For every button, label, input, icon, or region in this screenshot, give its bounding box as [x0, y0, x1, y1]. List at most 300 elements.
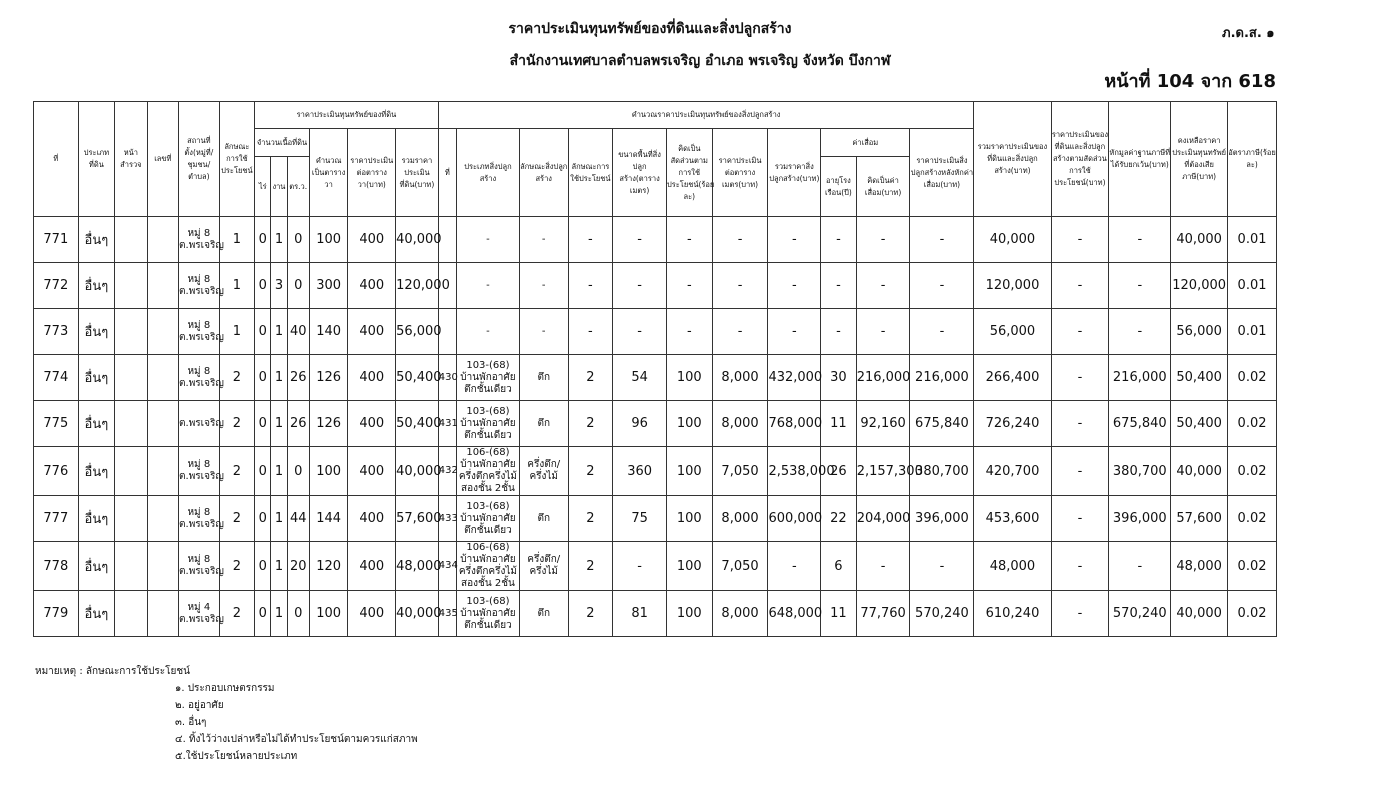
cell-land-total: 40,000	[396, 447, 439, 496]
col-survey-page: หน้าสำรวจ	[115, 102, 147, 217]
cell-ratio-price: -	[1051, 542, 1109, 591]
cell-price-per-sqwa: 400	[348, 542, 396, 591]
cell-grand-total: 420,700	[974, 447, 1051, 496]
cell-taxable: 50,400	[1171, 401, 1228, 447]
cell-deduction: 675,840	[1109, 401, 1171, 447]
col-location: สถานที่ตั้ง(หมู่ที่/ชุมชน/ตำบล)	[179, 102, 220, 217]
cell-price-per-sqwa: 400	[348, 263, 396, 309]
cell-grand-total: 266,400	[974, 355, 1051, 401]
cell-building-dep: 2,157,300	[856, 447, 910, 496]
cell-sqwa: 0	[287, 263, 309, 309]
col-taxable: คงเหลือราคาประเมินทุนทรัพย์ที่ต้องเสียภาษี(บาท)	[1171, 102, 1228, 217]
cell-number	[147, 401, 178, 447]
cell-number	[147, 496, 178, 542]
cell-building-nature: ครึ่งตึก/ครึ่งไม้	[519, 542, 568, 591]
cell-building-age: 11	[821, 401, 857, 447]
cell-sqwa: 44	[287, 496, 309, 542]
cell-building-dep: -	[856, 542, 910, 591]
col-ngan: งาน	[271, 157, 287, 217]
cell-rate: 0.02	[1228, 447, 1277, 496]
cell-ratio-price: -	[1051, 447, 1109, 496]
cell-taxable: 120,000	[1171, 263, 1228, 309]
cell-building-use: -	[568, 263, 613, 309]
cell-building-nature: ตึก	[519, 496, 568, 542]
cell-location: หมู่ 8 ต.พรเจริญ	[179, 496, 220, 542]
cell-ngan: 1	[271, 496, 287, 542]
cell-building-pct: 100	[666, 447, 712, 496]
cell-price-per-sqwa: 400	[348, 217, 396, 263]
cell-ratio-price: -	[1051, 217, 1109, 263]
cell-no: 771	[34, 217, 79, 263]
cell-rate: 0.01	[1228, 309, 1277, 355]
col-building-pct: คิดเป็นสัดส่วนตามการใช้ประโยชน์(ร้อยละ)	[666, 129, 712, 217]
cell-rate: 0.02	[1228, 401, 1277, 447]
cell-building-after-dep: 380,700	[910, 447, 974, 496]
group-building-appraisal: คำนวณราคาประเมินทุนทรัพย์ของสิ่งปลูกสร้าง	[438, 102, 974, 129]
col-building-size: ขนาดพื้นที่สิ่งปลูกสร้าง(ตารางเมตร)	[613, 129, 667, 217]
cell-price-per-sqwa: 400	[348, 496, 396, 542]
cell-calc: 126	[309, 401, 348, 447]
cell-building-age: -	[821, 217, 857, 263]
cell-rate: 0.02	[1228, 591, 1277, 637]
cell-building-after-dep: -	[910, 542, 974, 591]
cell-building-dep: 216,000	[856, 355, 910, 401]
cell-survey-page	[115, 496, 147, 542]
cell-building-type: 106-(68) บ้านพักอาศัยครึ่งตึกครึ่งไม้สองชั้น 2ชั้น	[457, 542, 520, 591]
cell-survey-page	[115, 355, 147, 401]
cell-ngan: 1	[271, 355, 287, 401]
cell-building-price: -	[712, 263, 768, 309]
cell-building-pct: 100	[666, 355, 712, 401]
cell-rai: 0	[255, 355, 271, 401]
cell-building-no: 431	[438, 401, 456, 447]
cell-deduction: -	[1109, 217, 1171, 263]
cell-building-age: 26	[821, 447, 857, 496]
cell-land-total: 120,000	[396, 263, 439, 309]
cell-building-price: 8,000	[712, 591, 768, 637]
cell-building-size: -	[613, 309, 667, 355]
page-title: ราคาประเมินทุนทรัพย์ของที่ดินและสิ่งปลูกสร้าง	[508, 21, 792, 37]
cell-taxable: 40,000	[1171, 447, 1228, 496]
cell-building-nature: ครึ่งตึก/ครึ่งไม้	[519, 447, 568, 496]
cell-building-after-dep: -	[910, 217, 974, 263]
cell-land-total: 50,400	[396, 355, 439, 401]
cell-building-pct: -	[666, 263, 712, 309]
cell-use: 1	[219, 263, 255, 309]
cell-no: 774	[34, 355, 79, 401]
cell-building-total: 648,000	[768, 591, 821, 637]
cell-building-pct: 100	[666, 591, 712, 637]
col-building-dep: คิดเป็นค่าเสื่อม(บาท)	[856, 157, 910, 217]
col-rai: ไร่	[255, 157, 271, 217]
cell-building-dep: -	[856, 309, 910, 355]
cell-building-dep: -	[856, 217, 910, 263]
cell-grand-total: 453,600	[974, 496, 1051, 542]
cell-deduction: 396,000	[1109, 496, 1171, 542]
cell-building-pct: 100	[666, 542, 712, 591]
cell-no: 777	[34, 496, 79, 542]
cell-building-nature: ตึก	[519, 401, 568, 447]
cell-rate: 0.02	[1228, 496, 1277, 542]
cell-building-no: 434	[438, 542, 456, 591]
table-row	[34, 401, 1277, 447]
cell-calc: 126	[309, 355, 348, 401]
cell-use: 1	[219, 217, 255, 263]
cell-land-type: อื่นๆ	[78, 542, 115, 591]
cell-building-use: 2	[568, 401, 613, 447]
cell-no: 772	[34, 263, 79, 309]
cell-grand-total: 40,000	[974, 217, 1051, 263]
cell-survey-page	[115, 217, 147, 263]
cell-land-total: 56,000	[396, 309, 439, 355]
cell-land-total: 40,000	[396, 591, 439, 637]
col-price-per-sqwa: ราคาประเมินต่อตารางวา(บาท)	[348, 129, 396, 217]
appraisal-table	[33, 101, 1277, 637]
cell-land-type: อื่นๆ	[78, 496, 115, 542]
cell-building-price: 7,050	[712, 542, 768, 591]
table-row	[34, 217, 1277, 263]
cell-building-after-dep: 396,000	[910, 496, 974, 542]
cell-ngan: 1	[271, 447, 287, 496]
cell-price-per-sqwa: 400	[348, 401, 396, 447]
col-land-total: รวมราคาประเมินที่ดิน(บาท)	[396, 129, 439, 217]
cell-location: หมู่ 8 ต.พรเจริญ	[179, 542, 220, 591]
cell-survey-page	[115, 591, 147, 637]
cell-survey-page	[115, 447, 147, 496]
cell-deduction: -	[1109, 309, 1171, 355]
cell-building-no: 433	[438, 496, 456, 542]
cell-ratio-price: -	[1051, 263, 1109, 309]
cell-building-use: -	[568, 309, 613, 355]
cell-no: 778	[34, 542, 79, 591]
cell-number	[147, 309, 178, 355]
col-no: ที่	[34, 102, 79, 217]
cell-building-size: -	[613, 263, 667, 309]
cell-sqwa: 0	[287, 217, 309, 263]
cell-survey-page	[115, 542, 147, 591]
col-ratio-price: ราคาประเมินของที่ดินและสิ่งปลูกสร้างตามสัดส่วนการใช้ประโยชน์(บาท)	[1051, 102, 1109, 217]
col-building-age: อายุโรงเรือน(ปี)	[821, 157, 857, 217]
cell-land-type: อื่นๆ	[78, 447, 115, 496]
cell-calc: 120	[309, 542, 348, 591]
cell-ngan: 1	[271, 309, 287, 355]
cell-ngan: 1	[271, 401, 287, 447]
col-building-no: ที่	[438, 129, 456, 217]
cell-calc: 100	[309, 447, 348, 496]
cell-land-type: อื่นๆ	[78, 309, 115, 355]
cell-no: 776	[34, 447, 79, 496]
cell-building-age: -	[821, 309, 857, 355]
cell-building-total: 2,538,000	[768, 447, 821, 496]
cell-calc: 100	[309, 591, 348, 637]
col-land-type: ประเภทที่ดิน	[78, 102, 115, 217]
cell-rate: 0.02	[1228, 355, 1277, 401]
cell-land-type: อื่นๆ	[78, 401, 115, 447]
cell-building-use: 2	[568, 496, 613, 542]
cell-building-use: -	[568, 217, 613, 263]
cell-price-per-sqwa: 400	[348, 447, 396, 496]
cell-building-total: -	[768, 263, 821, 309]
cell-building-age: 6	[821, 542, 857, 591]
cell-calc: 140	[309, 309, 348, 355]
cell-location: หมู่ 8 ต.พรเจริญ	[179, 309, 220, 355]
note-item: ๕.ใช้ประโยชน์หลายประเภท	[175, 751, 298, 762]
cell-building-type: 103-(68) บ้านพักอาศัยตึกชั้นเดียว	[457, 355, 520, 401]
cell-location: หมู่ 4 ต.พรเจริญ	[179, 591, 220, 637]
cell-building-size: 360	[613, 447, 667, 496]
cell-location: หมู่ 8 ต.พรเจริญ	[179, 355, 220, 401]
cell-building-use: 2	[568, 447, 613, 496]
cell-building-price: 8,000	[712, 355, 768, 401]
col-sqwa: ตร.ว.	[287, 157, 309, 217]
cell-building-size: 81	[613, 591, 667, 637]
cell-building-use: 2	[568, 591, 613, 637]
cell-grand-total: 56,000	[974, 309, 1051, 355]
cell-land-type: อื่นๆ	[78, 217, 115, 263]
cell-sqwa: 40	[287, 309, 309, 355]
cell-building-after-dep: -	[910, 309, 974, 355]
cell-building-after-dep: 675,840	[910, 401, 974, 447]
cell-building-no: 432	[438, 447, 456, 496]
cell-deduction: -	[1109, 263, 1171, 309]
cell-taxable: 40,000	[1171, 591, 1228, 637]
note-item: ๓. อื่นๆ	[175, 717, 207, 728]
cell-building-dep: -	[856, 263, 910, 309]
cell-building-dep: 204,000	[856, 496, 910, 542]
cell-rate: 0.01	[1228, 263, 1277, 309]
cell-land-total: 57,600	[396, 496, 439, 542]
cell-building-pct: -	[666, 217, 712, 263]
cell-use: 2	[219, 447, 255, 496]
cell-rai: 0	[255, 542, 271, 591]
cell-number	[147, 355, 178, 401]
cell-ratio-price: -	[1051, 401, 1109, 447]
cell-ratio-price: -	[1051, 496, 1109, 542]
cell-sqwa: 20	[287, 542, 309, 591]
cell-deduction: 216,000	[1109, 355, 1171, 401]
cell-sqwa: 0	[287, 591, 309, 637]
cell-building-size: -	[613, 542, 667, 591]
col-use-type: ลักษณะการใช้ประโยชน์	[219, 102, 255, 217]
cell-price-per-sqwa: 400	[348, 309, 396, 355]
table-row	[34, 591, 1277, 637]
cell-building-use: 2	[568, 542, 613, 591]
cell-building-nature: -	[519, 309, 568, 355]
cell-sqwa: 0	[287, 447, 309, 496]
table-row	[34, 496, 1277, 542]
cell-deduction: -	[1109, 542, 1171, 591]
cell-building-pct: -	[666, 309, 712, 355]
note-item: ๒. อยู่อาศัย	[175, 700, 224, 711]
col-building-type: ประเภทสิ่งปลูกสร้าง	[457, 129, 520, 217]
col-deduction: หักมูลค่าฐานภาษีที่ได้รับยกเว้น(บาท)	[1109, 102, 1171, 217]
cell-rai: 0	[255, 401, 271, 447]
group-land-area: จำนวนเนื้อที่ดิน	[255, 129, 310, 157]
cell-land-total: 40,000	[396, 217, 439, 263]
cell-building-type: 106-(68) บ้านพักอาศัยครึ่งตึกครึ่งไม้สองชั้น 2ชั้น	[457, 447, 520, 496]
cell-calc: 100	[309, 217, 348, 263]
cell-grand-total: 726,240	[974, 401, 1051, 447]
cell-building-type: -	[457, 309, 520, 355]
cell-building-age: 30	[821, 355, 857, 401]
table-row	[34, 542, 1277, 591]
cell-building-type: -	[457, 217, 520, 263]
cell-ngan: 1	[271, 591, 287, 637]
cell-building-nature: ตึก	[519, 591, 568, 637]
cell-ngan: 1	[271, 542, 287, 591]
cell-building-after-dep: 570,240	[910, 591, 974, 637]
cell-rai: 0	[255, 217, 271, 263]
cell-building-type: -	[457, 263, 520, 309]
col-building-use: ลักษณะการใช้ประโยชน์	[568, 129, 613, 217]
cell-survey-page	[115, 309, 147, 355]
cell-ratio-price: -	[1051, 355, 1109, 401]
cell-land-type: อื่นๆ	[78, 591, 115, 637]
cell-rai: 0	[255, 309, 271, 355]
form-code: ภ.ด.ส. ๑	[1222, 26, 1275, 41]
page-number: หน้าที่ 104 จาก 618	[1104, 71, 1276, 92]
notes-label: หมายเหตุ : ลักษณะการใช้ประโยชน์	[35, 666, 190, 677]
cell-building-total: 432,000	[768, 355, 821, 401]
cell-rate: 0.01	[1228, 217, 1277, 263]
cell-use: 2	[219, 591, 255, 637]
cell-calc: 300	[309, 263, 348, 309]
cell-no: 775	[34, 401, 79, 447]
col-number: เลขที่	[147, 102, 178, 217]
note-item: ๑. ประกอบเกษตรกรรม	[175, 683, 275, 694]
col-building-nature: ลักษณะสิ่งปลูกสร้าง	[519, 129, 568, 217]
cell-taxable: 56,000	[1171, 309, 1228, 355]
cell-building-total: 768,000	[768, 401, 821, 447]
cell-building-no: 435	[438, 591, 456, 637]
table-row	[34, 447, 1277, 496]
col-grand-total: รวมราคาประเมินของที่ดินและสิ่งปลูกสร้าง(บาท)	[974, 102, 1051, 217]
cell-number	[147, 263, 178, 309]
table-row	[34, 263, 1277, 309]
cell-building-size: -	[613, 217, 667, 263]
col-building-after-dep: ราคาประเมินสิ่งปลูกสร้างหลังหักค่าเสื่อม(บาท)	[910, 129, 974, 217]
cell-number	[147, 217, 178, 263]
cell-building-type: 103-(68) บ้านพักอาศัยตึกชั้นเดียว	[457, 591, 520, 637]
cell-grand-total: 48,000	[974, 542, 1051, 591]
cell-deduction: 380,700	[1109, 447, 1171, 496]
cell-building-type: 103-(68) บ้านพักอาศัยตึกชั้นเดียว	[457, 496, 520, 542]
cell-location: หมู่ 8 ต.พรเจริญ	[179, 447, 220, 496]
cell-ngan: 3	[271, 263, 287, 309]
col-rate: อัตราภาษี(ร้อยละ)	[1228, 102, 1277, 217]
cell-survey-page	[115, 401, 147, 447]
cell-building-dep: 77,760	[856, 591, 910, 637]
table-body	[34, 217, 1277, 637]
cell-sqwa: 26	[287, 401, 309, 447]
cell-building-type: 103-(68) บ้านพักอาศัยตึกชั้นเดียว	[457, 401, 520, 447]
cell-building-age: -	[821, 263, 857, 309]
notes-section	[35, 663, 418, 765]
cell-use: 2	[219, 496, 255, 542]
cell-calc: 144	[309, 496, 348, 542]
cell-rai: 0	[255, 263, 271, 309]
cell-building-nature: -	[519, 217, 568, 263]
cell-building-after-dep: -	[910, 263, 974, 309]
cell-use: 1	[219, 309, 255, 355]
page-subtitle: สำนักงานเทศบาลตำบลพรเจริญ อำเภอ พรเจริญ จังหวัด บึงกาฬ	[509, 53, 891, 69]
cell-taxable: 40,000	[1171, 217, 1228, 263]
cell-ratio-price: -	[1051, 309, 1109, 355]
cell-building-pct: 100	[666, 401, 712, 447]
cell-rai: 0	[255, 591, 271, 637]
cell-ngan: 1	[271, 217, 287, 263]
cell-building-no: 430	[438, 355, 456, 401]
cell-building-price: -	[712, 309, 768, 355]
cell-building-total: -	[768, 309, 821, 355]
cell-deduction: 570,240	[1109, 591, 1171, 637]
cell-building-price: -	[712, 217, 768, 263]
cell-building-pct: 100	[666, 496, 712, 542]
cell-use: 2	[219, 542, 255, 591]
cell-rai: 0	[255, 496, 271, 542]
group-depreciation: ค่าเสื่อม	[821, 129, 910, 157]
cell-number	[147, 542, 178, 591]
group-land-appraisal: ราคาประเมินทุนทรัพย์ของที่ดิน	[255, 102, 439, 129]
cell-land-type: อื่นๆ	[78, 355, 115, 401]
cell-no: 779	[34, 591, 79, 637]
cell-price-per-sqwa: 400	[348, 355, 396, 401]
cell-building-after-dep: 216,000	[910, 355, 974, 401]
cell-sqwa: 26	[287, 355, 309, 401]
cell-location: หมู่ 8 ต.พรเจริญ	[179, 263, 220, 309]
cell-building-total: -	[768, 542, 821, 591]
cell-building-price: 8,000	[712, 496, 768, 542]
cell-taxable: 48,000	[1171, 542, 1228, 591]
cell-building-dep: 92,160	[856, 401, 910, 447]
cell-building-size: 96	[613, 401, 667, 447]
cell-building-total: -	[768, 217, 821, 263]
col-building-total: รวมราคาสิ่งปลูกสร้าง(บาท)	[768, 129, 821, 217]
cell-number	[147, 591, 178, 637]
note-item: ๔. ทิ้งไว้ว่างเปล่าหรือไม่ได้ทำประโยชน์ตามควรแก่สภาพ	[175, 734, 418, 745]
cell-building-age: 22	[821, 496, 857, 542]
cell-taxable: 50,400	[1171, 355, 1228, 401]
cell-use: 2	[219, 401, 255, 447]
cell-building-nature: -	[519, 263, 568, 309]
cell-survey-page	[115, 263, 147, 309]
table-row	[34, 355, 1277, 401]
col-calc-sqwa: คำนวณเป็นตารางวา	[309, 129, 348, 217]
cell-use: 2	[219, 355, 255, 401]
cell-rai: 0	[255, 447, 271, 496]
cell-building-age: 11	[821, 591, 857, 637]
cell-ratio-price: -	[1051, 591, 1109, 637]
cell-building-nature: ตึก	[519, 355, 568, 401]
table-row	[34, 309, 1277, 355]
cell-grand-total: 120,000	[974, 263, 1051, 309]
cell-price-per-sqwa: 400	[348, 591, 396, 637]
cell-building-price: 7,050	[712, 447, 768, 496]
cell-land-total: 50,400	[396, 401, 439, 447]
cell-building-use: 2	[568, 355, 613, 401]
cell-number	[147, 447, 178, 496]
cell-land-type: อื่นๆ	[78, 263, 115, 309]
cell-rate: 0.02	[1228, 542, 1277, 591]
cell-grand-total: 610,240	[974, 591, 1051, 637]
cell-land-total: 48,000	[396, 542, 439, 591]
cell-building-size: 54	[613, 355, 667, 401]
cell-location: ต.พรเจริญ	[179, 401, 220, 447]
cell-taxable: 57,600	[1171, 496, 1228, 542]
cell-no: 773	[34, 309, 79, 355]
col-building-price: ราคาประเมินต่อตารางเมตร(บาท)	[712, 129, 768, 217]
cell-location: หมู่ 8 ต.พรเจริญ	[179, 217, 220, 263]
